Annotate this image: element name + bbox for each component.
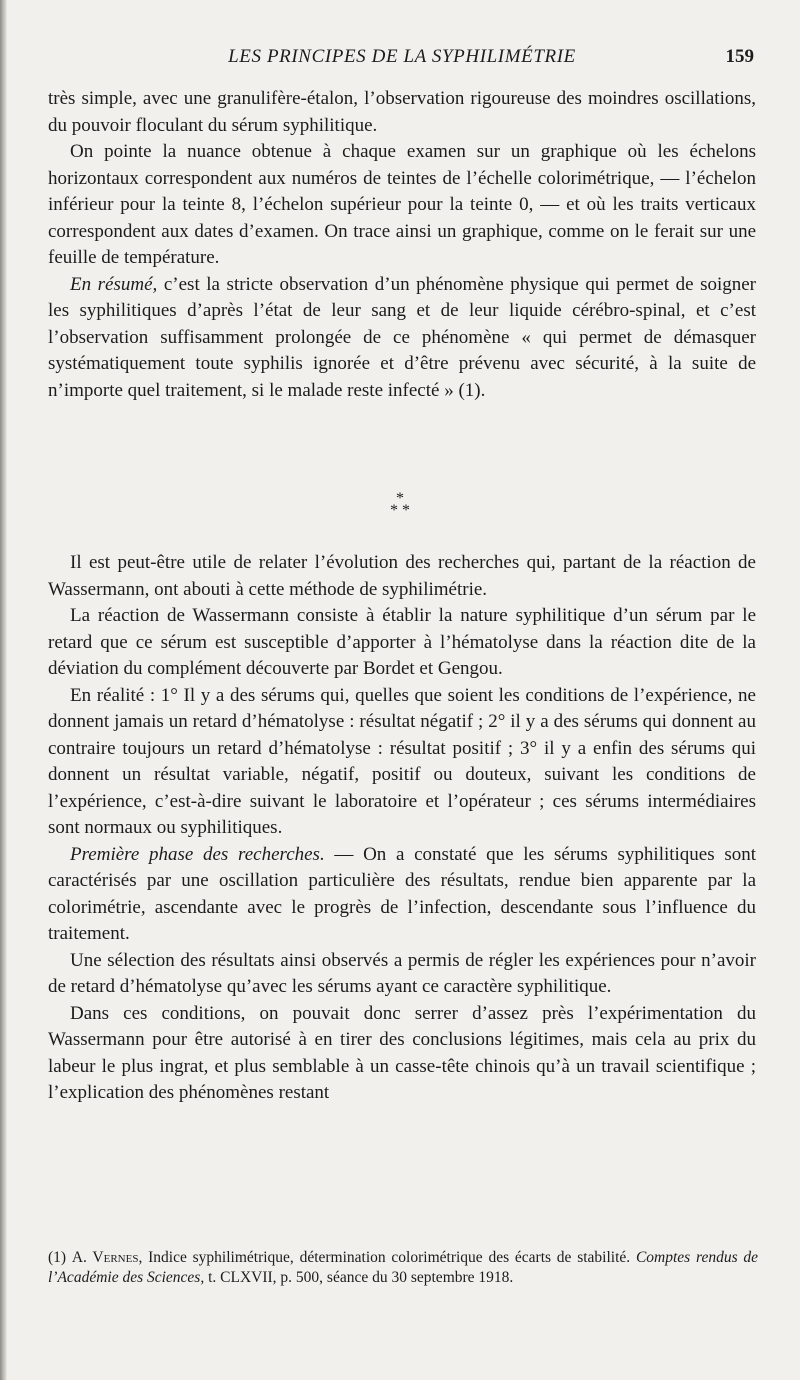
paragraph (48, 1001, 756, 1107)
paragraph-text: Une sélection des résultats ainsi observés a permis de régler les expériences pour n’avoir de retard d’hématolyse qu’avec les sérums ayant ce caractère syphilitique. (48, 949, 756, 997)
paragraph-text: En réalité : 1° Il y a des sérums qui, quelles que soient les conditions de l’expérience, ne donnent jamais un retard d’hématolyse : résultat négatif ; 2° il y a des sérums qui donnent au contraire toujours un retard d’hématolyse : résultat positif ; 3° il y a enfin des sérums qui donnent un résultat variable, négatif, positif ou douteux, suivant les conditions de l’expérience, c’est-à-dire suivant le laboratoire et l’opérateur ; ces sérums intermédiaires sont normaux ou syphilitiques. (48, 684, 756, 838)
paragraph-text: très simple, avec une granulifère-étalon, l’observation rigoureuse des moindres oscillations, du pouvoir floculant du sérum syphilitique. (48, 88, 756, 136)
footnote-text: Indice syphilimétrique, détermination colorimétrique des écarts de stabilité. (142, 1249, 636, 1266)
paragraph (48, 603, 756, 683)
running-title: LES PRINCIPES DE LA SYPHILIMÉTRIE (228, 46, 576, 67)
paragraph-text: Il est peut-être utile de relater l’évolution des recherches qui, partant de la réaction de Wassermann, ont abouti à cette méthode de syphilimétrie. (48, 552, 756, 600)
paragraph (48, 683, 756, 842)
footnote-text: t. CLXVII, p. 500, séance du 30 septembre 1918. (204, 1268, 514, 1286)
footnote-marker: (1) (48, 1249, 67, 1266)
paragraph (48, 86, 756, 139)
paragraph (48, 550, 756, 603)
paragraph (48, 948, 756, 1001)
paragraph-text: On pointe la nuance obtenue à chaque examen sur un graphique où les échelons horizontaux correspondent aux numéros de teintes de l’échelle colorimétrique, — l’échelon inférieur pour la teinte 8, l’échelon supérieur pour la teinte 0, — et où les traits verticaux correspondent aux dates d’examen. On trace ainsi un graphique, comme on le ferait sur une feuille de température. (48, 141, 756, 268)
run-in-heading: En résumé, (70, 273, 158, 295)
footnote (48, 1248, 758, 1287)
section-2 (48, 550, 756, 1107)
paragraph (48, 842, 756, 948)
paragraph (48, 139, 756, 272)
asterism-divider (380, 490, 420, 519)
paragraph (48, 272, 756, 405)
page-number: 159 (725, 46, 754, 67)
asterism-bottom: * * (390, 502, 410, 519)
paragraph-text: — On a constaté que les sérums syphilitiques sont caractérisés par une oscillation particulière des résultats, rendue bien apparente par la colorimétrie, ascendante avec le progrès de l’infection, descendante sous l’influence du traitement. (48, 843, 756, 944)
page-edge (0, 0, 7, 1380)
footnote-journal: Comptes rendus de l’Académie des Sciences, (48, 1249, 759, 1286)
footnote-author: A. Vernes, (71, 1249, 143, 1266)
section-1 (48, 86, 756, 404)
run-in-heading: Première phase des recherches. (70, 843, 325, 865)
paragraph-text: Dans ces conditions, on pouvait donc serrer d’assez près l’expérimentation du Wassermann pour être autorisé à en tirer des conclusions légitimes, mais cela au prix du labeur le plus ingrat, et plus semblable à un casse-tête chinois qu’à un travail scientifique ; l’explication des phénomènes restant (48, 1002, 756, 1103)
asterism-top: * (396, 490, 404, 507)
paragraph-text: La réaction de Wassermann consiste à établir la nature syphilitique d’un sérum par le retard que ce sérum est susceptible d’apporter à l’hématolyse dans la réaction dite de la déviation du complément découverte par Bordet et Gengou. (48, 605, 756, 679)
paragraph-text: c’est la stricte observation d’un phénomène physique qui permet de soigner les syphilitiques d’après l’état de leur sang et de leur liquide cérébro-spinal, et c’est l’observation suffisamment prolongée de ce phénomène « qui permet de démasquer systématiquement toute syphilis ignorée et d’être prévenu avec sécurité, à la suite de n’importe quel traitement, si le malade reste infecté » (1). (48, 273, 756, 401)
page-header (48, 46, 756, 76)
